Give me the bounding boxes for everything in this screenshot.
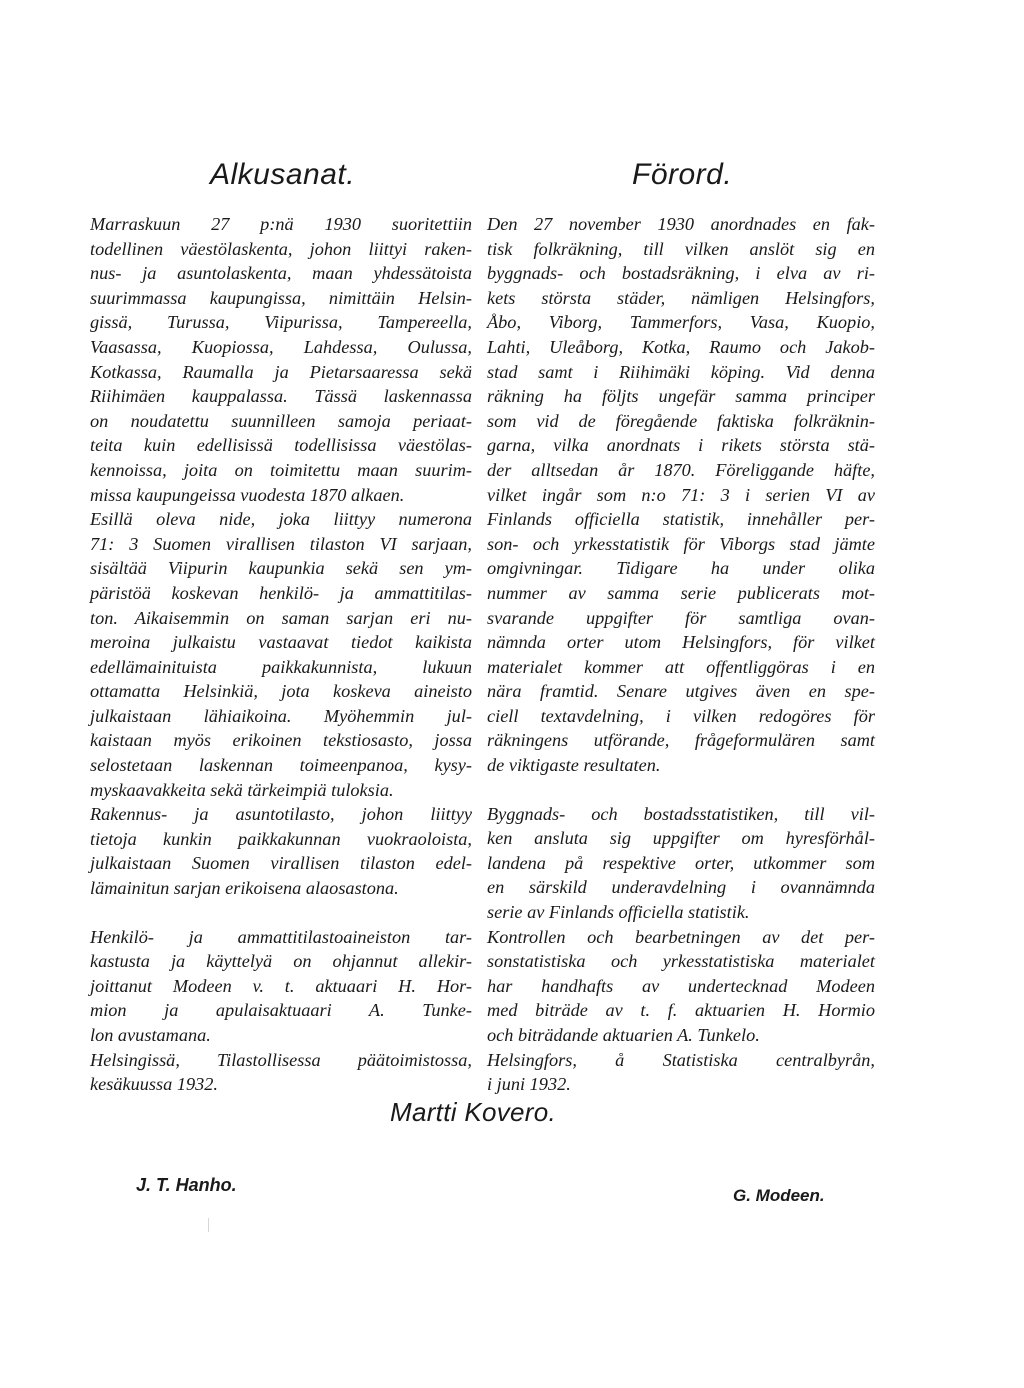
swedish-heading: Förord. — [632, 158, 733, 191]
swedish-line-16: nummer av samma serie publicerats mot- — [487, 582, 875, 603]
swedish-line-7: stad samt i Riihimäki köping. Vid denna — [487, 361, 875, 382]
finnish-line-8: Riihimäen kauppalassa. Tässä laskennassa — [90, 386, 472, 407]
finnish-line-27: julkaistaan Suomen virallisen tilaston edel- — [90, 853, 472, 874]
finnish-line-18: meroina julkaistu vastaavat tiedot kaikista — [90, 632, 472, 653]
finnish-line-2: todellinen väestölaskenta, johon liittyi raken- — [90, 238, 472, 259]
swedish-line-18: nämnda orter utom Helsingfors, för vilket — [487, 632, 875, 653]
swedish-line-14: son- och yrkesstatistik för Viborgs stad jämte — [487, 533, 875, 554]
finnish-line-35: Helsingissä, Tilastollisessa päätoimistossa, — [90, 1049, 472, 1070]
finnish-heading: Alkusanat. — [210, 158, 356, 191]
finnish-line-30: Henkilö- ja ammattitilastoaineiston tar- — [90, 926, 472, 947]
finnish-line-15: sisältää Viipurin kaupunkia sekä sen ym- — [90, 558, 472, 579]
finnish-line-4: suurimmassa kaupungissa, nimittäin Helsin- — [90, 287, 472, 308]
swedish-line-23: de viktigaste resultaten. — [487, 755, 661, 776]
swedish-line-9: som vid de föregående faktiska folkräknin- — [487, 410, 875, 431]
swedish-line-3: byggnads- och bostadsräkning, i elva av ri- — [487, 263, 875, 284]
swedish-line-34: och biträdande aktuarien A. Tunkelo. — [487, 1025, 760, 1045]
signature-j-t-hanho: J. T. Hanho. — [136, 1175, 237, 1195]
swedish-line-17: svarande uppgifter för samtliga ovan- — [487, 607, 875, 628]
swedish-line-1: Den 27 november 1930 anordnades en fak- — [487, 214, 875, 234]
swedish-line-20: nära framtid. Senare utgives även en spe- — [487, 681, 875, 702]
swedish-preface-column — [487, 212, 875, 1097]
finnish-line-17: ton. Aikaisemmin on saman sarjan eri nu- — [90, 607, 472, 628]
finnish-line-33: mion ja apulaisaktuaari A. Tunke- — [90, 1000, 472, 1021]
finnish-line-13: Esillä oleva nide, joka liittyy numerona — [90, 509, 472, 530]
finnish-line-20: ottamatta Helsinkiä, jota koskeva aineisto — [90, 681, 472, 702]
finnish-line-21: julkaistaan lähiaikoina. Myöhemmin jul- — [90, 705, 472, 726]
swedish-line-36: i juni 1932. — [487, 1074, 571, 1095]
finnish-line-14: 71: 3 Suomen virallisen tilaston VI sarjaan, — [90, 533, 472, 554]
finnish-line-34: lon avustamana. — [90, 1025, 211, 1045]
finnish-line-7: Kotkassa, Raumalla ja Pietarsaaressa sekä — [90, 361, 472, 382]
swedish-line-15: omgivningar. Tidigare ha under olika — [487, 558, 875, 579]
finnish-preface-column — [90, 212, 472, 1097]
finnish-line-16: päristöä koskevan henkilö- ja ammattitilas- — [90, 582, 472, 603]
swedish-line-26: ken ansluta sig uppgifter om hyresförhål- — [487, 828, 875, 849]
swedish-line-22: räkningens utförande, frågeformulären samt — [487, 730, 875, 751]
signature-martti-kovero: Martti Kovero. — [390, 1097, 557, 1127]
swedish-line-10: garna, vilka anordnats i rikets största stä- — [487, 435, 875, 456]
finnish-line-12: missa kaupungeissa vuodesta 1870 alkaen. — [90, 484, 405, 505]
swedish-line-31: sonstatistiska och yrkesstatistiska materialet — [487, 951, 875, 972]
finnish-line-25: Rakennus- ja asuntotilasto, johon liittyy — [90, 804, 472, 825]
paragraph-gap — [90, 901, 472, 925]
swedish-line-28: en särskild underavdelning i ovannämnda — [487, 877, 875, 898]
swedish-line-21: ciell textavdelning, i vilken redogöres för — [487, 705, 875, 726]
finnish-line-11: kennoissa, joita on toimitettu maan suurim- — [90, 459, 472, 480]
finnish-line-6: Vaasassa, Kuopiossa, Lahdessa, Oulussa, — [90, 336, 472, 357]
finnish-line-19: edellämainituista paikkakunnista, lukuun — [90, 656, 472, 677]
paragraph-gap — [487, 778, 875, 802]
finnish-line-36: kesäkuussa 1932. — [90, 1074, 218, 1095]
swedish-line-32: har handhafts av undertecknad Modeen — [487, 975, 875, 996]
finnish-line-9: on noudatettu suunnilleen samoja periaat- — [90, 410, 472, 431]
finnish-line-22: kaistaan myös erikoinen tekstiosasto, jossa — [90, 730, 472, 751]
swedish-line-4: kets största städer, nämligen Helsingfors, — [487, 287, 875, 308]
print-speck — [208, 1218, 209, 1232]
swedish-line-5: Åbo, Viborg, Tammerfors, Vasa, Kuopio, — [487, 312, 875, 333]
finnish-line-1: Marraskuun 27 p:nä 1930 suoritettiin — [90, 214, 472, 234]
swedish-line-19: materialet kommer att offentliggöras i en — [487, 656, 875, 677]
swedish-line-12: vilket ingår som n:o 71: 3 i serien VI av — [487, 484, 875, 505]
finnish-line-28: lämainitun sarjan erikoisena alaosastona. — [90, 878, 399, 899]
finnish-line-23: selostetaan laskennan toimeenpanoa, kysy- — [90, 755, 472, 776]
signature-g-modeen: G. Modeen. — [733, 1186, 825, 1205]
swedish-line-35: Helsingfors, å Statistiska centralbyrån, — [487, 1049, 875, 1070]
swedish-line-33: med biträde av t. f. aktuarien H. Hormio — [487, 1000, 875, 1021]
swedish-line-2: tisk folkräkning, till vilken anslöt sig en — [487, 238, 875, 259]
finnish-line-3: nus- ja asuntolaskenta, maan yhdessätoista — [90, 263, 472, 284]
finnish-line-24: myskaavakkeita sekä tärkeimpiä tuloksia. — [90, 779, 394, 800]
finnish-line-32: joittanut Modeen v. t. aktuaari H. Hor- — [90, 975, 472, 996]
finnish-line-10: teita kuin edellisissä todellisissa väestölas- — [90, 435, 472, 456]
swedish-line-11: der alltsedan år 1870. Föreliggande häfte, — [487, 459, 875, 480]
swedish-line-30: Kontrollen och bearbetningen av det per- — [487, 926, 875, 947]
finnish-line-26: tietoja kunkin paikkakunnan vuokraoloista, — [90, 828, 472, 849]
swedish-line-6: Lahti, Uleåborg, Kotka, Raumo och Jakob- — [487, 336, 875, 357]
finnish-line-5: gissä, Turussa, Viipurissa, Tampereella, — [90, 312, 472, 333]
finnish-line-31: kastusta ja käyttelyä on ohjannut allekir- — [90, 951, 472, 972]
swedish-line-29: serie av Finlands officiella statistik. — [487, 902, 750, 923]
swedish-line-13: Finlands officiella statistik, innehåller per- — [487, 509, 875, 530]
swedish-line-27: landena på respektive orter, utkommer som — [487, 852, 875, 873]
swedish-line-8: räkning ha följts ungefär samma principer — [487, 386, 875, 407]
swedish-line-25: Byggnads- och bostadsstatistiken, till vil- — [487, 803, 875, 824]
